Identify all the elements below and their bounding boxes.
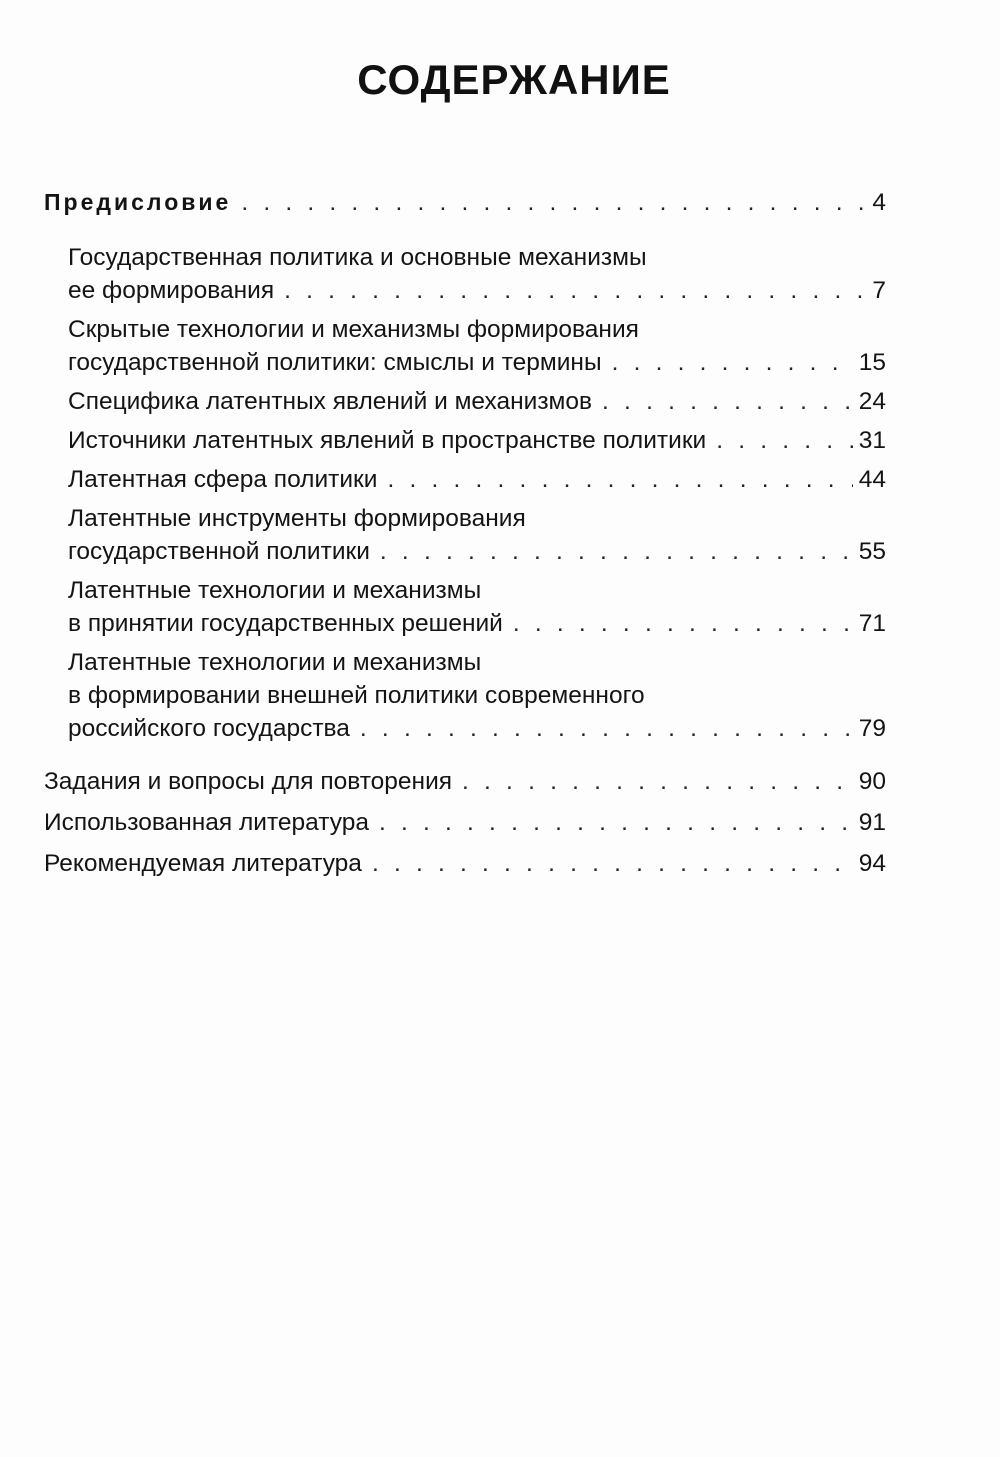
toc-entry-title: Предисловие [44, 189, 232, 215]
dot-leader [602, 385, 853, 418]
toc-entry-title: Задания и вопросы для повторения [44, 768, 453, 795]
toc-page-number: 31 [858, 427, 886, 454]
dot-leader [462, 765, 853, 798]
toc-entry-title-line: в формировании внешней политики современного [68, 682, 645, 709]
dot-leader [513, 607, 853, 640]
toc-entry-chapter[interactable] [44, 463, 886, 496]
toc-entry-title-line: Специфика латентных явлений и механизмов [68, 388, 593, 415]
toc-entry-title-line: государственной политики [68, 538, 370, 565]
toc-page-number: 55 [858, 538, 886, 565]
toc-entry-title: Рекомендуемая литература [44, 850, 362, 877]
toc-entry-references[interactable] [44, 806, 886, 839]
dot-leader [360, 712, 853, 745]
dot-leader [372, 847, 853, 880]
toc-entry-title: Использованная литература [44, 809, 369, 836]
toc-entry-title-line: Латентная сфера политики [68, 466, 378, 493]
toc-entry-preface[interactable] [44, 186, 886, 219]
dot-leader [241, 186, 866, 219]
dot-leader [612, 346, 853, 379]
toc-page-number: 79 [858, 715, 886, 742]
toc-entry-title-line: Источники латентных явлений в пространстве политики [68, 427, 707, 454]
page-title: СОДЕРЖАНИЕ [357, 56, 671, 103]
toc-page-number: 90 [858, 768, 886, 795]
toc-entry-title-line: Скрытые технологии и механизмы формирования [68, 316, 639, 343]
toc-entry-title-line: Латентные технологии и механизмы [68, 577, 482, 604]
dot-leader [716, 424, 853, 457]
dot-leader [284, 274, 866, 307]
toc-entry-title-line: российского государства [68, 715, 350, 742]
toc-entry-chapter[interactable] [44, 502, 886, 568]
toc-page-number: 15 [858, 349, 886, 376]
dot-leader [380, 535, 853, 568]
toc-entry-chapter[interactable] [44, 646, 886, 745]
toc-page-number: 94 [858, 850, 886, 877]
toc-page-number: 4 [872, 189, 886, 216]
toc-entry-chapter[interactable] [44, 424, 886, 457]
table-of-contents [44, 186, 886, 880]
toc-entry-review-questions[interactable] [44, 765, 886, 798]
toc-entry-recommended-reading[interactable] [44, 847, 886, 880]
toc-page-number: 91 [858, 809, 886, 836]
toc-entry-chapter[interactable] [44, 574, 886, 640]
toc-page-number: 44 [858, 466, 886, 493]
toc-page-number: 24 [858, 388, 886, 415]
toc-page-number: 7 [872, 277, 886, 304]
toc-entry-title-line: в принятии государственных решений [68, 610, 503, 637]
dot-leader [379, 806, 853, 839]
toc-page-number: 71 [858, 610, 886, 637]
toc-entry-title-line: ее формирования [68, 277, 275, 304]
toc-entry-chapter[interactable] [44, 313, 886, 379]
toc-entry-title-line: Латентные технологии и механизмы [68, 649, 482, 676]
toc-entry-chapter[interactable] [44, 241, 886, 307]
toc-entry-chapter[interactable] [44, 385, 886, 418]
dot-leader [387, 463, 852, 496]
toc-entry-title-line: Государственная политика и основные механизмы [68, 244, 647, 271]
toc-entry-title-line: государственной политики: смыслы и термины [68, 349, 602, 376]
toc-entry-title-line: Латентные инструменты формирования [68, 505, 526, 532]
